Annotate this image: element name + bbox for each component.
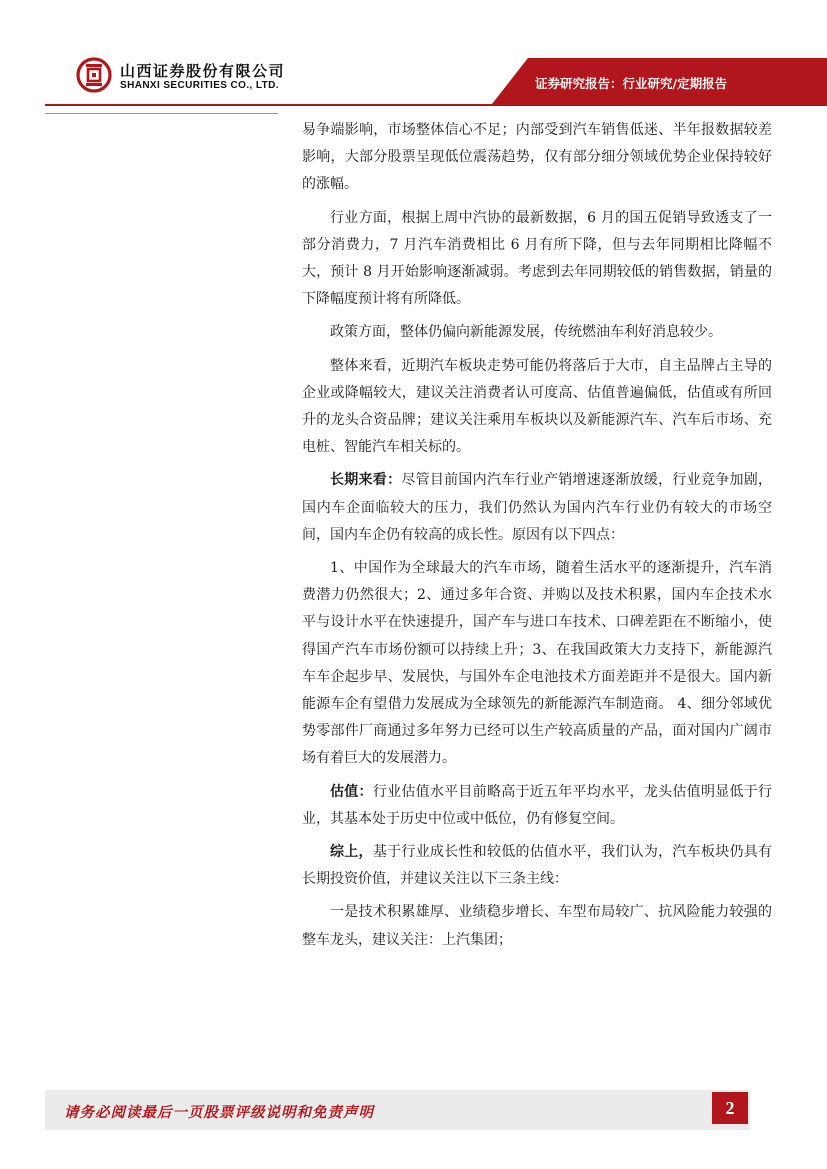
company-name-cn: 山西证券股份有限公司: [120, 62, 286, 80]
paragraph-valuation-text: 行业估值水平目前略高于近五年平均水平，龙头估值明显低于行业，其基本处于历史中位或中低位，仍有修复空间。: [302, 783, 773, 827]
footer-disclaimer: 请务必阅读最后一页股票评级说明和免责声明: [64, 1104, 374, 1121]
page-header: [0, 0, 827, 112]
report-type-label: 证券研究报告：行业研究/定期报告: [535, 76, 728, 91]
paragraph-summary-text: 基于行业成长性和较低的估值水平，我们认为，汽车板块仍具有长期投资价值，并建议关注以下三条主线：: [302, 844, 773, 888]
paragraph-valuation: [302, 779, 772, 833]
paragraph-summary: [302, 839, 772, 893]
paragraph-four-reasons: 1、中国作为全球最大的汽车市场，随着生活水平的逐渐提升，汽车消费潜力仍然很大；2、通过多年合资、并购以及技术积累，国内车企技术水平与设计水平在快速提升，国产车与进口车技术、口碑差距在不断缩小，使得国产汽车市场份额可以持续上升；3、在我国政策大力支持下，新能源汽车车企起步早、发展快，与国外车企电池技术方面差距并不是很大。国内新能源车企有望借力发展成为全球领先的新能源汽车制造商。 4、细分邻域优势零部件厂商通过多年努力已经可以生产较高质量的产品，面对国内广阔市场有着巨大的发展潜力。: [302, 560, 772, 767]
company-logo-icon: [76, 57, 112, 93]
paragraph-policy: 政策方面，整体仍偏向新能源发展，传统燃油车利好消息较少。: [330, 324, 722, 341]
paragraph-market: 易争端影响，市场整体信心不足；内部受到汽车销售低迷、半年报数据较差影响，大部分股票呈现低位震荡趋势，仅有部分细分领域优势企业保持较好的涨幅。: [302, 122, 772, 193]
paragraph-summary-lead: 综上，: [330, 844, 373, 861]
sidebar-divider: [45, 113, 278, 114]
paragraph-long-term-text: 尽管目前国内汽车行业产销增速逐渐放缓，行业竞争加剧，国内车企面临较大的压力，我们仍然认为国内汽车行业仍有较大的市场空间，国内车企仍有较高的成长性。原因有以下四点：: [302, 472, 773, 543]
header-divider: [45, 104, 827, 106]
report-body: [302, 117, 772, 960]
paragraph-long-term-lead: 长期来看：: [330, 472, 402, 489]
paragraph-long-term: [302, 467, 772, 549]
company-name-en: SHANXI SECURITIES CO., LTD.: [120, 80, 279, 91]
paragraph-valuation-lead: 估值：: [330, 783, 373, 800]
paragraph-mainline-one: 一是技术积累雄厚、业绩稳步增长、车型布局较广、抗风险能力较强的整车龙头，建议关注：上汽集团；: [302, 904, 772, 948]
paragraph-overall: 整体来看，近期汽车板块走势可能仍将落后于大市，自主品牌占主导的企业或降幅较大，建议关注消费者认可度高、估值普遍偏低，估值或有所回升的龙头合资品牌；建议关注乘用车板块以及新能源汽车、汽车后市场、充电桩、智能汽车相关标的。: [302, 357, 772, 456]
page-number: 2: [712, 1092, 748, 1124]
paragraph-industry: 行业方面，根据上周中汽协的最新数据，6 月的国五促销导致透支了一部分消费力，7 月汽车消费相比 6 月有所下降，但与去年同期相比降幅不大，预计 8 月开始影响逐渐减弱。考虑到去年同期较低的销售数据，销量的下降幅度预计将有所降低。: [302, 209, 772, 308]
